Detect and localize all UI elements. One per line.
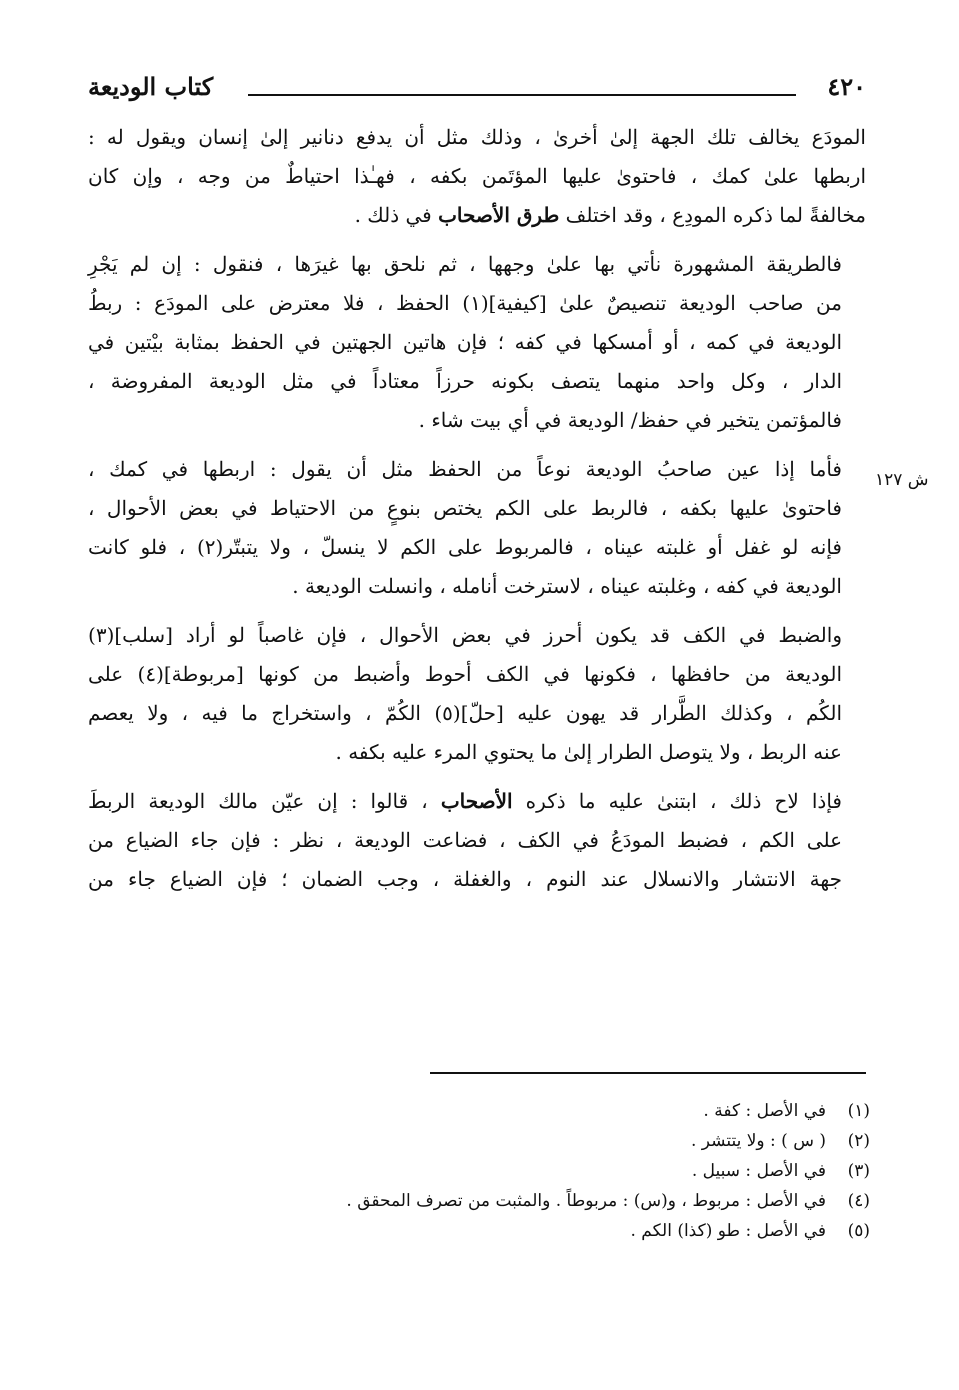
footnote-number: (٢) — [847, 1131, 870, 1151]
text-line: الوديعة في كفه ، وغلبته عيناه ، لاسترخت أنامله ، وانسلت الوديعة . — [292, 574, 842, 598]
text-line: فأما إذا عين صاحبُ الوديعة نوعاً من الحفظ مثل أن يقول : اربطها في كمك ، — [88, 457, 842, 481]
text-segment: ، قالوا : إن عيّن مالك الوديعة الربطَ — [88, 789, 441, 813]
bold-phrase: الأصحاب — [440, 789, 513, 813]
footnotes — [280, 1096, 870, 1246]
text-line: الوديعة في كمه ، أو أمسكها في كفه ؛ فإن هاتين الجهتين في الحفظ بمثابة بيْتين في — [88, 330, 842, 354]
text-line: والضبط في الكف قد يكون أحرز في بعض الأحوال ، فإن غاصباً لو أراد [سلب](٣) — [88, 623, 842, 647]
body-text — [88, 118, 866, 909]
text-line: على الكم ، فضبط المودَعُ في الكف ، فضاعت الوديعة ، نظر : فإن جاء الضياع من — [88, 828, 842, 852]
footnote-text: ( س ) : ولا يتتشر . — [690, 1131, 826, 1151]
footnote-number: (٤) — [847, 1191, 870, 1211]
text-line: اربطها علىٰ كمك ، فاحتوىٰ عليها المؤتَمن بكفه ، فهـٰذا احتياطٌ من وجه ، وإن كان — [88, 164, 866, 188]
footnote — [280, 1216, 870, 1246]
footnote-separator — [430, 1072, 866, 1074]
text-line — [88, 196, 866, 235]
text-line: فالطريقة المشهورة نأتي بها علىٰ وجهها ، ثم نلحق بها غيرَها ، فنقول : إن لم يَجْرِ — [88, 252, 842, 276]
text-line: الدار ، وكل واحد منهما يتصف بكونه حرزاً معتاداً في مثل الوديعة المفروضة ، — [88, 369, 842, 393]
text-line: الوديعة من حافظها ، فكونها في الكف أحوط وأضبط من كونها [مربوطة](٤) على — [88, 662, 842, 686]
footnote — [280, 1126, 870, 1156]
footnote-number: (٣) — [847, 1161, 870, 1181]
page-header — [88, 70, 866, 110]
paragraph-4 — [88, 616, 866, 772]
text-segment: فإذا لاح ذلك ، ابتنىٰ عليه ما ذكره — [512, 789, 842, 813]
paragraph-1 — [88, 118, 866, 235]
text-line: الكُم ، وكذلك الطَّرار قد يهون عليه [حلّ](٥) الكُمّ ، واستخراج ما فيه ، ولا يعصم — [88, 701, 842, 725]
paragraph-5 — [88, 782, 866, 899]
header-rule — [248, 94, 796, 96]
footnote-text: في الأصل : طو (كذا) الكم . — [630, 1221, 826, 1241]
text-line — [88, 782, 866, 821]
footnote — [280, 1156, 870, 1186]
text-line: فاحتوىٰ عليها بكفه ، فالربط على الكم يختص بنوعٍ من الاحتياط في بعض الأحوال ، — [88, 496, 842, 520]
text-line: المودَع يخالف تلك الجهة إلىٰ أخرىٰ ، وذلك مثل أن يدفع دنانير إلىٰ إنسان ويقول له : — [88, 125, 866, 149]
text-line: من صاحب الوديعة تنصيصٌ علىٰ [كيفية](١) الحفظ ، فلا معترض على المودَع : ربطُ — [88, 291, 842, 315]
footnote-text: في الأصل : مربوط ، و(س) : مربوطاً . والمثبت من تصرف المحقق . — [346, 1191, 826, 1211]
footnote-text: في الأصل : كفة . — [703, 1101, 826, 1121]
text-line: فإنه لو غفل أو غلبته عيناه ، فالمربوط على الكم لا ينسلّ ، ولا يتبتّر(٢) ، فلو كانت — [88, 535, 842, 559]
text-line: جهة الانتشار والانسلال عند النوم ، والغفلة ، وجب الضمان ؛ فإن الضياع جاء من — [88, 867, 842, 891]
text-segment: مخالفةً لما ذكره المودِع ، وقد اختلف — [559, 203, 866, 227]
page-number: ٤٢٠ — [827, 72, 866, 101]
footnote — [280, 1096, 870, 1126]
text-line: عنه الربط ، ولا يتوصل الطرار إلىٰ ما يحتوي المرء عليه بكفه . — [335, 740, 842, 764]
bold-phrase: طرق الأصحاب — [438, 203, 560, 227]
footnote-number: (١) — [847, 1101, 870, 1121]
footnote — [280, 1186, 870, 1216]
manuscript-folio-note: ش ١٢٧ — [875, 470, 929, 490]
text-line: فالمؤتمن يتخير في حفظ/ الوديعة في أي بيت شاء . — [418, 408, 842, 432]
footnote-text: في الأصل : سبيل . — [691, 1161, 826, 1181]
book-title: كتاب الوديعة — [88, 72, 214, 101]
text-segment: في ذلك . — [354, 203, 439, 227]
paragraph-2 — [88, 245, 866, 440]
paragraph-3 — [88, 450, 866, 606]
footnote-number: (٥) — [847, 1221, 870, 1241]
